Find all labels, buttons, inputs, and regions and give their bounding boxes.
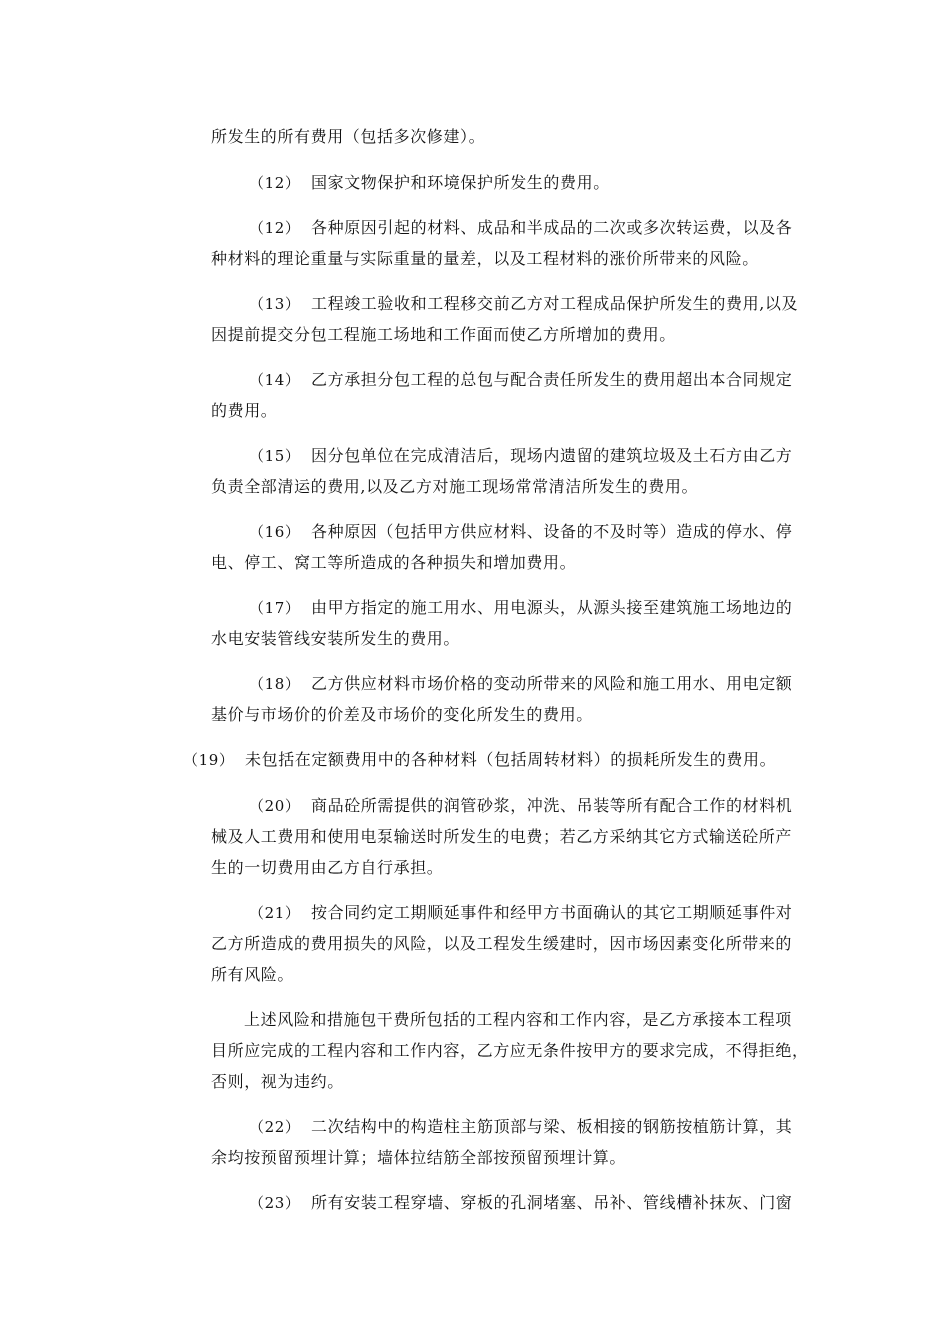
item-number: （20） xyxy=(249,797,301,815)
item-number: （14） xyxy=(249,371,301,389)
item-number: （22） xyxy=(249,1118,301,1136)
line-text: 负责全部清运的费用,以及乙方对施工现场常常清洁所发生的费用。 xyxy=(211,477,699,496)
text-line xyxy=(211,127,485,147)
list-item xyxy=(249,370,792,390)
paragraph-line xyxy=(244,1010,792,1030)
text-line xyxy=(211,249,759,269)
line-text: 所有安装工程穿墙、穿板的孔洞堵塞、吊补、管线槽补抹灰、门窗 xyxy=(311,1193,793,1212)
line-text: 乙方承担分包工程的总包与配合责任所发生的费用超出本合同规定 xyxy=(311,370,793,389)
line-text: 所有风险。 xyxy=(211,965,295,984)
item-number: （19） xyxy=(183,751,235,769)
text-line xyxy=(211,858,443,878)
list-item xyxy=(249,674,792,694)
line-text: 生的一切费用由乙方自行承担。 xyxy=(211,858,444,877)
line-text: 未包括在定额费用中的各种材料（包括周转材料）的损耗所发生的费用。 xyxy=(245,750,777,769)
line-text: 乙方所造成的费用损失的风险，以及工程发生缓建时，因市场因素变化所带来的 xyxy=(211,934,793,953)
line-text: 商品砼所需提供的润管砂浆，冲洗、吊装等所有配合工作的材料机 xyxy=(311,796,793,815)
list-item xyxy=(249,1117,792,1137)
item-number: （12） xyxy=(249,174,301,192)
line-text: 余均按预留预埋计算；墙体拉结筋全部按预留预埋计算。 xyxy=(211,1148,627,1167)
line-text: 目所应完成的工程内容和工作内容，乙方应无条件按甲方的要求完成，不得拒绝， xyxy=(211,1041,809,1060)
text-line xyxy=(211,1041,809,1061)
line-text: 所发生的所有费用（包括多次修建）。 xyxy=(211,127,486,146)
list-item xyxy=(249,446,792,466)
text-line xyxy=(211,965,294,985)
text-line xyxy=(211,934,792,954)
text-line xyxy=(211,325,676,345)
line-text: 按合同约定工期顺延事件和经甲方书面确认的其它工期顺延事件对 xyxy=(311,903,793,922)
text-line xyxy=(211,477,698,497)
line-text: 各种原因引起的材料、成品和半成品的二次或多次转运费，以及各 xyxy=(311,218,793,237)
list-item xyxy=(249,218,792,238)
list-item xyxy=(249,903,792,923)
item-number: （13） xyxy=(249,295,301,313)
text-line xyxy=(211,553,576,573)
list-item xyxy=(249,173,610,193)
line-text: 电、停工、窝工等所造成的各种损失和增加费用。 xyxy=(211,553,577,572)
line-text: 械及人工费用和使用电泵输送时所发生的电费；若乙方采纳其它方式输送砼所产 xyxy=(211,827,793,846)
line-text: 种材料的理论重量与实际重量的量差，以及工程材料的涨价所带来的风险。 xyxy=(211,249,759,268)
line-text: 的费用。 xyxy=(211,401,278,420)
list-item xyxy=(249,1193,792,1213)
line-text: 乙方供应材料市场价格的变动所带来的风险和施工用水、用电定额 xyxy=(311,674,793,693)
line-text: 否则，视为违约。 xyxy=(211,1072,344,1091)
list-item xyxy=(249,294,798,314)
item-number: （12） xyxy=(249,219,301,237)
line-text: 基价与市场价的价差及市场价的变化所发生的费用。 xyxy=(211,705,593,724)
line-text: 各种原因（包括甲方供应材料、设备的不及时等）造成的停水、停 xyxy=(311,522,793,541)
line-text: 国家文物保护和环境保护所发生的费用。 xyxy=(311,173,610,192)
text-line xyxy=(211,1072,344,1092)
text-line xyxy=(211,401,277,421)
item-number: （16） xyxy=(249,523,301,541)
text-line xyxy=(211,705,593,725)
item-number: （18） xyxy=(249,675,301,693)
line-text: 水电安装管线安装所发生的费用。 xyxy=(211,629,461,648)
item-number: （17） xyxy=(249,599,301,617)
line-text: 工程竣工验收和工程移交前乙方对工程成品保护所发生的费用,以及 xyxy=(311,294,799,313)
line-text: 上述风险和措施包干费所包括的工程内容和工作内容，是乙方承接本工程项 xyxy=(244,1010,792,1029)
list-item xyxy=(249,522,792,542)
list-item xyxy=(249,796,792,816)
text-line xyxy=(211,629,460,649)
item-number: （23） xyxy=(249,1194,301,1212)
item-number: （21） xyxy=(249,904,301,922)
text-line xyxy=(211,827,792,847)
line-text: 由甲方指定的施工用水、用电源头，从源头接至建筑施工场地边的 xyxy=(311,598,793,617)
text-line xyxy=(211,1148,626,1168)
list-item xyxy=(249,598,792,618)
list-item xyxy=(183,750,776,770)
line-text: 二次结构中的构造柱主筋顶部与梁、板相接的钢筋按植筋计算，其 xyxy=(311,1117,793,1136)
item-number: （15） xyxy=(249,447,301,465)
line-text: 因分包单位在完成清洁后，现场内遗留的建筑垃圾及土石方由乙方 xyxy=(311,446,793,465)
line-text: 因提前提交分包工程施工场地和工作面而使乙方所增加的费用。 xyxy=(211,325,676,344)
